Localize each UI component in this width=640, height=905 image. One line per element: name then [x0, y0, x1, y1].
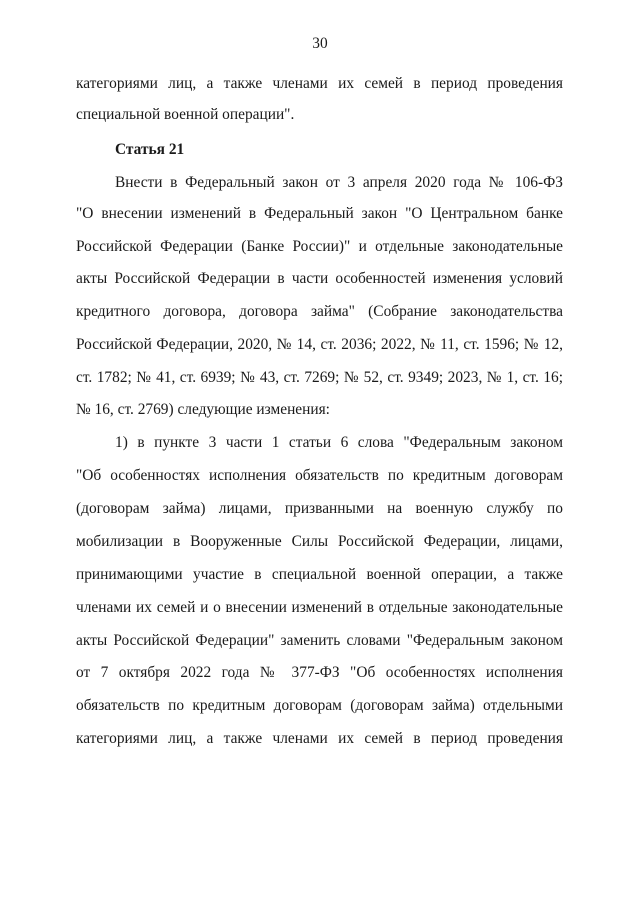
- text-line: кредитного договора, договора займа" (Собрание законодательства: [76, 303, 563, 320]
- page-number: 30: [312, 35, 328, 52]
- text-line: № 16, ст. 2769) следующие изменения:: [76, 401, 330, 418]
- text-line: акты Российской Федерации" заменить словами "Федеральным законом: [76, 632, 563, 649]
- text-line: категориями лиц, а также членами их семей в период проведения: [76, 730, 563, 747]
- text-line: (договорам займа) лицами, призванными на военную службу по: [76, 500, 563, 517]
- text-line: 1) в пункте 3 части 1 статьи 6 слова "Федеральным законом: [115, 434, 563, 451]
- text-line: "Об особенностях исполнения обязательств по кредитным договорам: [76, 467, 563, 484]
- text-line: акты Российской Федерации в части особенностей изменения условий: [76, 270, 563, 287]
- text-line: принимающими участие в специальной военной операции, а также: [76, 566, 563, 583]
- text-line: категориями лиц, а также членами их семей в период проведения: [76, 75, 563, 92]
- text-line: от 7 октября 2022 года № 377-ФЗ "Об особенностях исполнения: [76, 664, 563, 681]
- text-line: ст. 1782; № 41, ст. 6939; № 43, ст. 7269; № 52, ст. 9349; 2023, № 1, ст. 16;: [76, 369, 563, 386]
- text-line: обязательств по кредитным договорам (договорам займа) отдельными: [76, 697, 563, 714]
- text-line: Российской Федерации, 2020, № 14, ст. 2036; 2022, № 11, ст. 1596; № 12,: [76, 336, 563, 353]
- text-line: членами их семей и о внесении изменений в отдельные законодательные: [76, 599, 563, 616]
- text-line: "О внесении изменений в Федеральный закон "О Центральном банке: [76, 205, 563, 222]
- text-line: Внести в Федеральный закон от 3 апреля 2020 года № 106-ФЗ: [115, 174, 563, 191]
- text-line: Российской Федерации (Банке России)" и отдельные законодательные: [76, 238, 563, 255]
- text-line: специальной военной операции".: [76, 106, 295, 123]
- article-heading: Статья 21: [115, 141, 185, 158]
- text-line: мобилизации в Вооруженные Силы Российской Федерации, лицами,: [76, 533, 563, 550]
